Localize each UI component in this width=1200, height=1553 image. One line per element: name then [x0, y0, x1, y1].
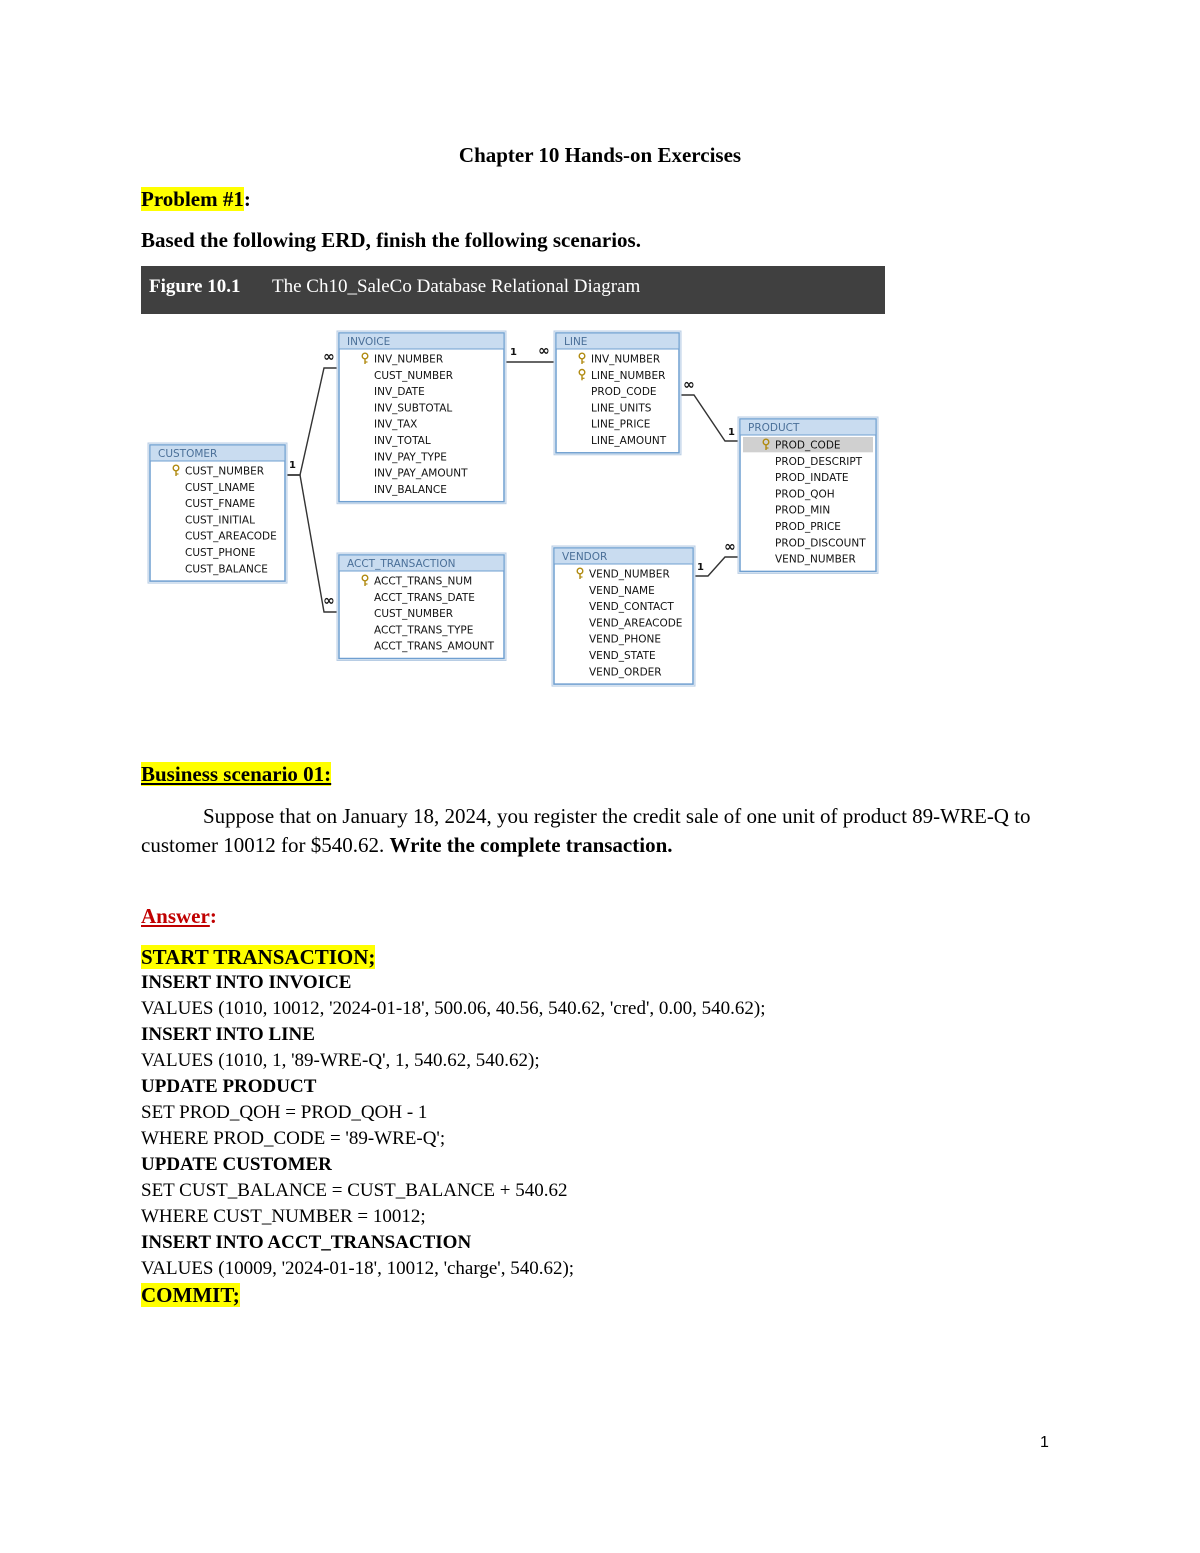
answer-label: Answer — [141, 904, 210, 928]
problem-colon: : — [243, 187, 251, 211]
one-cardinality-label: 1 — [289, 460, 296, 471]
erd-field: PROD_QOH — [775, 488, 835, 501]
erd-field: LINE_NUMBER — [591, 369, 666, 382]
one-cardinality-label: 1 — [510, 347, 517, 358]
erd-tables — [148, 331, 878, 686]
answer-heading — [141, 904, 217, 929]
one-cardinality-label: 1 — [697, 562, 704, 573]
erd-table-name: LINE — [564, 336, 588, 348]
scenario-text: Suppose that on January 18, 2024, you register the credit sale of one unit of product 89-WRE-Q to customer 10012 for $540.62. — [141, 804, 1031, 857]
erd-field: CUST_NUMBER — [374, 608, 454, 621]
sql-line — [141, 1282, 765, 1308]
scenario-label: Business scenario 01: — [141, 762, 332, 786]
erd-table-line — [554, 331, 681, 455]
sql-line-text: SET CUST_BALANCE = CUST_BALANCE + 540.62 — [141, 1180, 568, 1201]
sql-line — [141, 1048, 765, 1074]
erd-field: INV_PAY_TYPE — [374, 451, 447, 464]
many-cardinality-label: ∞ — [683, 377, 695, 393]
sql-line-text: WHERE PROD_CODE = '89-WRE-Q'; — [141, 1128, 446, 1149]
scenario-task: Write the complete transaction. — [389, 833, 673, 857]
sql-line-text: START TRANSACTION; — [141, 945, 376, 969]
erd-field: VEND_ORDER — [589, 666, 662, 679]
page-number: 1 — [1040, 1434, 1049, 1451]
erd-field: INV_TAX — [374, 418, 418, 431]
erd-field: PROD_INDATE — [775, 472, 849, 485]
erd-field: ACCT_TRANS_TYPE — [374, 624, 474, 637]
erd-field: VEND_CONTACT — [589, 601, 674, 614]
many-cardinality-label: ∞ — [323, 349, 335, 365]
erd-field: CUST_PHONE — [185, 547, 256, 559]
figure-caption: The Ch10_SaleCo Database Relational Diagram — [272, 276, 641, 297]
erd-field: ACCT_TRANS_DATE — [374, 591, 475, 604]
erd-field: VEND_NUMBER — [775, 553, 856, 566]
sql-line — [141, 996, 765, 1022]
problem-heading — [141, 187, 251, 212]
sql-line-text: VALUES (1010, 10012, '2024-01-18', 500.06, 40.56, 540.62, 'cred', 0.00, 540.62); — [141, 998, 766, 1019]
erd-table-name: INVOICE — [347, 336, 391, 348]
sql-line-text: VALUES (10009, '2024-01-18', 10012, 'charge', 540.62); — [141, 1258, 575, 1279]
erd-table-invoice — [337, 331, 506, 504]
erd-field: PROD_CODE — [591, 386, 657, 399]
sql-line — [141, 970, 765, 996]
erd-field: PROD_DESCRIPT — [775, 455, 863, 468]
erd-field: LINE_PRICE — [591, 418, 651, 431]
erd-table-customer — [148, 443, 287, 583]
sql-line — [141, 1204, 765, 1230]
erd-table-vendor — [552, 546, 695, 686]
erd-field: LINE_AMOUNT — [591, 435, 667, 447]
sql-line-text: UPDATE CUSTOMER — [141, 1154, 332, 1175]
erd-field: CUST_FNAME — [185, 498, 256, 511]
many-cardinality-label: ∞ — [724, 539, 736, 555]
problem-label: Problem #1 — [141, 187, 244, 211]
sql-line-text: UPDATE PRODUCT — [141, 1076, 317, 1097]
sql-transaction — [141, 944, 765, 1308]
erd-field: VEND_STATE — [589, 650, 656, 662]
erd-field: CUST_NUMBER — [374, 369, 454, 382]
sql-line-text: INSERT INTO INVOICE — [141, 972, 352, 993]
answer-colon: : — [209, 904, 217, 928]
erd-table-name: ACCT_TRANSACTION — [347, 558, 456, 570]
erd-field: PROD_CODE — [775, 439, 841, 452]
erd-table-acct-transaction — [337, 553, 506, 661]
erd-field: PROD_MIN — [775, 504, 831, 517]
erd-relationship-line — [285, 368, 339, 475]
sql-line-text: WHERE CUST_NUMBER = 10012; — [141, 1206, 426, 1227]
sql-line — [141, 1178, 765, 1204]
sql-line — [141, 1230, 765, 1256]
problem-intro: Based the following ERD, finish the following scenarios. — [141, 228, 641, 252]
many-cardinality-label: ∞ — [323, 593, 335, 609]
sql-line — [141, 944, 765, 970]
erd-field: INV_DATE — [374, 386, 425, 399]
one-cardinality-label: 1 — [728, 427, 735, 438]
sql-line-text: VALUES (1010, 1, '89-WRE-Q', 1, 540.62, 540.62); — [141, 1050, 540, 1071]
erd-diagram — [141, 320, 885, 700]
erd-field: VEND_NAME — [589, 584, 655, 597]
erd-field: CUST_BALANCE — [185, 563, 268, 576]
erd-field: VEND_NUMBER — [589, 568, 670, 581]
many-cardinality-label: ∞ — [538, 343, 550, 359]
sql-line — [141, 1022, 765, 1048]
scenario-paragraph — [141, 802, 1066, 860]
erd-field: VEND_AREACODE — [589, 617, 683, 630]
erd-field: INV_SUBTOTAL — [374, 402, 453, 415]
erd-field: INV_NUMBER — [374, 353, 444, 366]
erd-field: PROD_DISCOUNT — [775, 537, 866, 550]
erd-field: ACCT_TRANS_AMOUNT — [374, 640, 495, 653]
sql-line-text: INSERT INTO LINE — [141, 1024, 315, 1045]
figure-caption-bar — [141, 266, 885, 314]
sql-line-text: SET PROD_QOH = PROD_QOH - 1 — [141, 1102, 428, 1123]
erd-field: INV_PAY_AMOUNT — [374, 467, 468, 480]
erd-table-name: CUSTOMER — [158, 448, 218, 460]
scenario-heading — [141, 762, 331, 787]
erd-field: CUST_LNAME — [185, 481, 255, 494]
erd-table-product — [738, 417, 878, 573]
figure-number: Figure 10.1 — [149, 276, 241, 297]
sql-line-text: INSERT INTO ACCT_TRANSACTION — [141, 1232, 472, 1253]
erd-field: INV_BALANCE — [374, 483, 447, 496]
erd-field: INV_TOTAL — [374, 435, 431, 447]
erd-field: LINE_UNITS — [591, 402, 652, 415]
erd-table-name: VENDOR — [562, 551, 608, 563]
erd-table-name: PRODUCT — [748, 422, 800, 434]
erd-field: CUST_INITIAL — [185, 514, 255, 527]
erd-field: PROD_PRICE — [775, 521, 841, 533]
erd-field: ACCT_TRANS_NUM — [374, 575, 473, 588]
sql-line — [141, 1152, 765, 1178]
page-title: Chapter 10 Hands-on Exercises — [458, 143, 742, 167]
sql-line — [141, 1256, 765, 1282]
erd-relationship-line — [285, 475, 339, 612]
erd-field: VEND_PHONE — [589, 633, 661, 646]
erd-field: CUST_NUMBER — [185, 465, 265, 478]
sql-line — [141, 1074, 765, 1100]
sql-line — [141, 1100, 765, 1126]
sql-line-text: COMMIT; — [141, 1283, 240, 1307]
sql-line — [141, 1126, 765, 1152]
erd-field: INV_NUMBER — [591, 353, 661, 366]
erd-field: CUST_AREACODE — [185, 530, 277, 543]
